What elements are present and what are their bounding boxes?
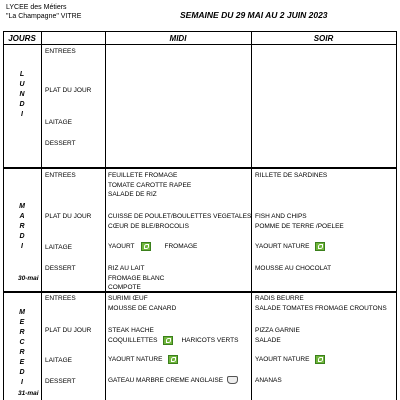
homemade-pot-icon [227, 376, 238, 384]
mardi-soir-laitage: YAOURT NATURE [255, 242, 325, 252]
table-top-border [3, 31, 397, 32]
category-plat: PLAT DU JOUR [45, 327, 92, 334]
mercredi-midi-entrees: SURIMI ŒUF MOUSSE DE CANARD [108, 295, 177, 312]
mardi-midi-dessert: RIZ AU LAIT FROMAGE BLANC COMPOTE [108, 265, 165, 291]
week-title: SEMAINE DU 29 MAI AU 2 JUIN 2023 [180, 10, 328, 20]
organic-label-icon [315, 242, 325, 251]
category-col-border [105, 31, 106, 400]
mercredi-midi-dessert: GATEAU MARBRE CREME ANGLAISE [108, 376, 238, 386]
mercredi-midi-laitage: YAOURT NATURE [108, 355, 178, 365]
day-label-lundi: L U N D I [19, 71, 25, 118]
organic-label-icon [163, 336, 173, 345]
column-header-soir: SOIR [313, 34, 334, 43]
mercredi-soir-dessert: ANANAS [255, 377, 282, 384]
column-header-midi: MIDI [169, 34, 187, 43]
organic-label-icon [315, 355, 325, 364]
day-label-mercredi: M E R C R E D I [19, 309, 25, 386]
mercredi-midi-plat: STEAK HACHE COQUILLETTES HARICOTS VERTS [108, 327, 239, 344]
school-location: "La Champagne" VITRE [6, 13, 82, 20]
row-divider-2 [3, 291, 397, 293]
day-date-mercredi: 31-mai [18, 390, 39, 397]
mercredi-soir-entrees: RADIS BEURRE SALADE TOMATES FROMAGE CROUTONS [255, 295, 387, 312]
category-dessert: DESSERT [45, 378, 76, 385]
mardi-soir-dessert: MOUSSE AU CHOCOLAT [255, 265, 332, 272]
mardi-midi-plat: CUISSE DE POULET/BOULETTES VEGETALES CŒUR DE BLE/BROCOLIS [108, 213, 252, 230]
category-dessert: DESSERT [45, 265, 76, 272]
mardi-soir-entrees: RILLETE DE SARDINES [255, 172, 328, 179]
mardi-soir-plat: FISH AND CHIPS POMME DE TERRE /POELEE [255, 213, 344, 230]
header-bottom-border [3, 44, 397, 45]
category-entrees: ENTREES [45, 48, 76, 55]
mercredi-soir-plat: PIZZA GARNIE SALADE [255, 327, 300, 344]
category-laitage: LAITAGE [45, 244, 72, 251]
column-header-jours: JOURS [8, 34, 36, 43]
school-name: LYCEE des Métiers [6, 4, 67, 11]
category-entrees: ENTREES [45, 295, 76, 302]
category-laitage: LAITAGE [45, 119, 72, 126]
mercredi-soir-laitage: YAOURT NATURE [255, 355, 325, 365]
category-dessert: DESSERT [45, 140, 76, 147]
day-date-mardi: 30-mai [18, 275, 39, 282]
day-label-mardi: M A R D I [19, 203, 25, 250]
table-right-border [396, 31, 397, 400]
organic-label-icon [141, 242, 151, 251]
organic-label-icon [168, 355, 178, 364]
row-divider-1 [3, 167, 397, 169]
mardi-midi-entrees: FEUILLETE FROMAGE TOMATE CAROTTE RAPEE SALADE DE RIZ [108, 172, 192, 198]
category-laitage: LAITAGE [45, 357, 72, 364]
category-plat: PLAT DU JOUR [45, 87, 92, 94]
jours-col-border [41, 31, 42, 400]
mardi-midi-laitage: YAOURT FROMAGE [108, 243, 198, 251]
category-plat: PLAT DU JOUR [45, 213, 92, 220]
category-entrees: ENTREES [45, 172, 76, 179]
